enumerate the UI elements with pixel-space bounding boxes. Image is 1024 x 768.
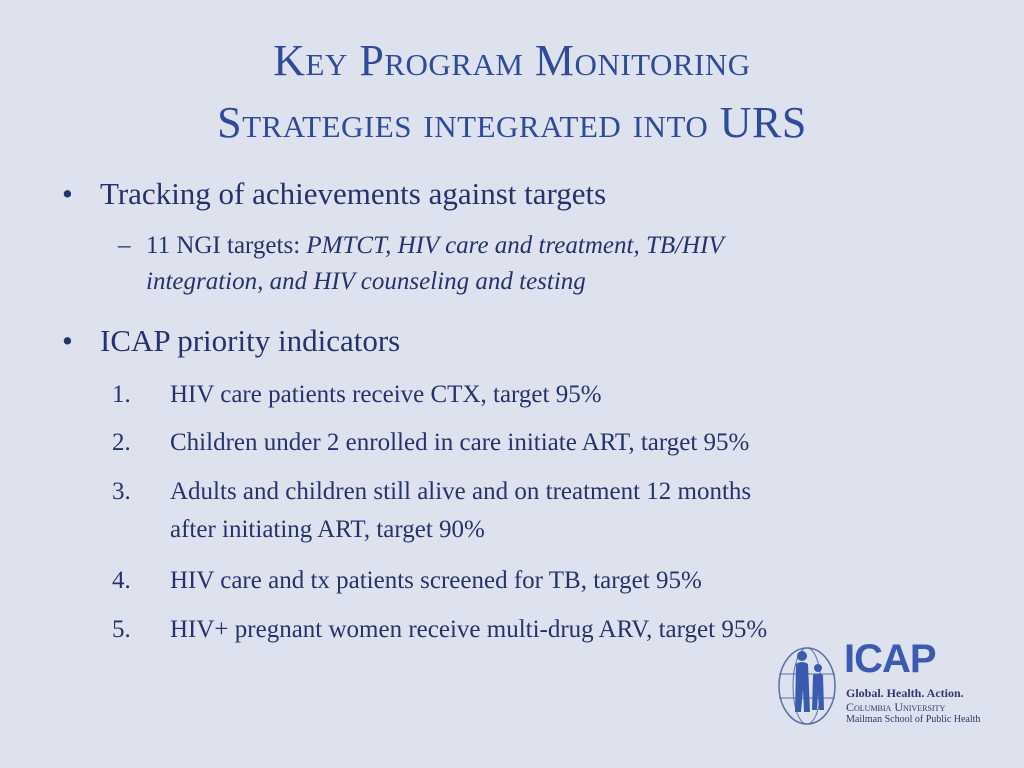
bullet-marker: • bbox=[62, 323, 73, 358]
sub-bullet-italic-1: PMTCT, HIV care and treatment, TB/HIV bbox=[306, 232, 724, 259]
title-line-2: Strategies integrated into URS bbox=[217, 98, 807, 147]
indicator-number: 1. bbox=[112, 381, 131, 408]
indicator-number: 5. bbox=[112, 616, 131, 643]
bullet-tracking bbox=[62, 175, 606, 213]
icap-logo bbox=[774, 638, 980, 730]
slide-title bbox=[0, 30, 1024, 154]
indicator-number: 4. bbox=[112, 567, 131, 594]
bullet-text: Tracking of achievements against targets bbox=[100, 176, 607, 211]
indicator-text: HIV care patients receive CTX, target 95% bbox=[170, 381, 602, 408]
globe-figures-icon bbox=[774, 638, 844, 730]
indicator-item bbox=[112, 424, 952, 462]
sub-bullet-lead: 11 NGI targets: bbox=[146, 232, 307, 259]
logo-school: Mailman School of Public Health bbox=[846, 714, 981, 725]
logo-name: ICAP bbox=[844, 637, 936, 681]
sub-bullet-italic-2: integration, and HIV counseling and testing bbox=[146, 268, 586, 295]
indicator-number: 3. bbox=[112, 478, 131, 505]
bullet-icap-indicators bbox=[62, 322, 400, 360]
indicator-text: HIV care and tx patients screened for TB, target 95% bbox=[170, 567, 702, 594]
indicator-item bbox=[112, 473, 952, 549]
bullet-text: ICAP priority indicators bbox=[100, 323, 401, 358]
indicator-number: 2. bbox=[112, 429, 131, 456]
indicator-item bbox=[112, 562, 952, 600]
indicator-text: Children under 2 enrolled in care initiate ART, target 95% bbox=[170, 429, 750, 456]
sub-bullet-marker: – bbox=[118, 232, 131, 259]
title-line-1: Key Program Monitoring bbox=[273, 36, 751, 85]
indicator-text-line-1: Adults and children still alive and on treatment 12 months bbox=[170, 478, 752, 505]
sub-bullet-ngi bbox=[118, 228, 938, 300]
indicator-text: HIV+ pregnant women receive multi-drug ARV, target 95% bbox=[170, 616, 768, 643]
indicator-text-line-2: after initiating ART, target 90% bbox=[170, 516, 485, 543]
indicator-item bbox=[112, 376, 952, 414]
logo-university: Columbia University bbox=[846, 700, 946, 714]
logo-tagline: Global. Health. Action. bbox=[846, 686, 964, 700]
bullet-marker: • bbox=[62, 176, 73, 211]
